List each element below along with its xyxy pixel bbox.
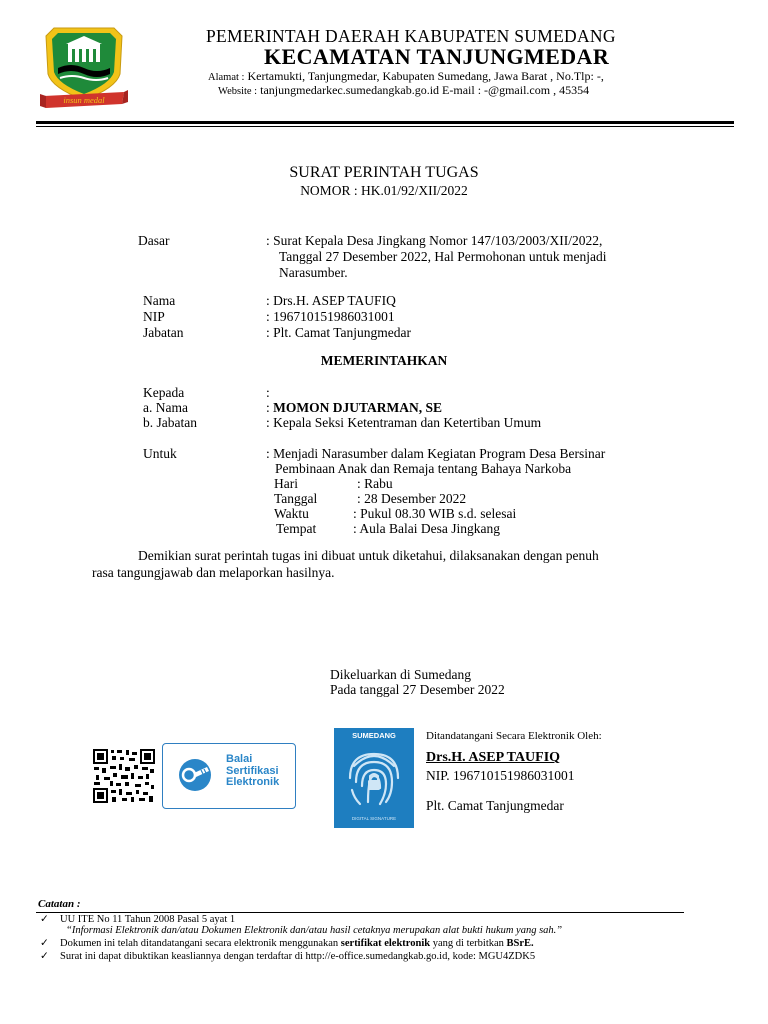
- waktu-value: : Pukul 08.30 WIB s.d. selesai: [353, 506, 517, 521]
- header-address: [208, 69, 604, 84]
- closing-line1: Demikian surat perintah tugas ini dibuat untuk diketahui, dilaksanakan dengan penuh: [138, 548, 599, 563]
- note3-text: Surat ini dapat dibuktikan keasliannya dengan terdaftar di http://e-office.sumedangkab.go.id, kode: MGU4ZDK5: [60, 951, 536, 962]
- website-value: tanjungmedarkec.sumedangkab.go.id E-mail : -@gmail.com , 45354: [260, 83, 590, 97]
- signatory-name: Drs.H. ASEP TAUFIQ: [426, 750, 561, 765]
- dasar-line2: Tanggal 27 Desember 2022, Hal Permohonan untuk menjadi: [279, 249, 607, 264]
- footer-note-2: [40, 937, 534, 949]
- issuer-name-label: Nama: [143, 293, 176, 308]
- header-government: PEMERINTAH DAERAH KABUPATEN SUMEDANG: [206, 26, 616, 46]
- recipient-position-label: b. Jabatan: [143, 415, 197, 430]
- note2-text-bold: sertifikat elektronik: [340, 938, 431, 949]
- tanggal-label: Tanggal: [274, 491, 318, 506]
- bsre-line1: Balai: [226, 753, 253, 765]
- address-label: Alamat :: [208, 72, 245, 83]
- sumedang-regency-logo: [38, 22, 130, 112]
- waktu-label: Waktu: [274, 506, 309, 521]
- footer-note-1: [40, 913, 235, 925]
- checkmark-icon: ✓: [40, 914, 49, 925]
- note2-text-bsre: BSrE.: [506, 938, 534, 949]
- note1-text: UU ITE No 11 Tahun 2008 Pasal 5 ayat 1: [60, 914, 236, 925]
- document-title: SURAT PERINTAH TUGAS: [289, 164, 479, 181]
- recipient-position: : Kepala Seksi Ketentraman dan Ketertiban Umum: [266, 415, 542, 430]
- issued-place: Dikeluarkan di Sumedang: [330, 667, 471, 682]
- address-value: Kertamukti, Tanjungmedar, Kabupaten Sumedang, Jawa Barat , No.Tlp: -,: [247, 69, 604, 83]
- recipient-name-colon: :: [266, 400, 274, 415]
- issuer-position: : Plt. Camat Tanjungmedar: [266, 325, 412, 340]
- logo-ribbon-text: insun medal: [63, 95, 105, 105]
- issuer-nip-label: NIP: [143, 309, 165, 324]
- dasar-label: Dasar: [138, 233, 170, 248]
- footer-note-1-quote: “Informasi Elektronik dan/atau Dokumen Elektronik dan/atau hasil cetaknya merupakan alat bukti hukum yang sah.”: [66, 925, 563, 936]
- checkmark-icon: ✓: [40, 951, 49, 962]
- signatory-nip: NIP. 196710151986031001: [426, 768, 575, 783]
- tempat-value: : Aula Balai Desa Jingkang: [353, 521, 500, 536]
- note2-text-pre: Dokumen ini telah ditandatangani secara elektronik menggunakan: [60, 938, 341, 949]
- recipient-name: MOMON DJUTARMAN, SE: [273, 400, 443, 415]
- bsre-emblem-icon: [173, 758, 217, 792]
- recipient-name-label: a. Nama: [143, 400, 188, 415]
- signed-by-label: Ditandatangani Secara Elektronik Oleh:: [426, 730, 602, 742]
- tempat-label: Tempat: [276, 521, 317, 536]
- bsre-text: [226, 754, 279, 789]
- recipient-kepada-colon: :: [266, 385, 270, 400]
- catatan-label: Catatan :: [38, 898, 81, 910]
- header-contact: [218, 83, 589, 98]
- header-rule-thin: [36, 126, 734, 127]
- bsre-line2: Sertifikasi: [226, 764, 279, 777]
- issued-date: Pada tanggal 27 Desember 2022: [330, 682, 505, 697]
- issuer-position-label: Jabatan: [143, 325, 184, 340]
- website-label: Website :: [218, 86, 258, 97]
- note2-text-mid: yang di terbitkan: [430, 938, 507, 949]
- issuer-name: : Drs.H. ASEP TAUFIQ: [266, 293, 396, 308]
- untuk-line1: : Menjadi Narasumber dalam Kegiatan Program Desa Bersinar: [266, 446, 606, 461]
- bsre-logo: [162, 743, 296, 809]
- hari-value: : Rabu: [357, 476, 393, 491]
- order-heading: MEMERINTAHKAN: [320, 353, 448, 368]
- digital-signature-stamp: [334, 728, 414, 828]
- fingerprint-icon: [344, 746, 404, 812]
- qr-code: [92, 748, 156, 804]
- closing-line2: rasa tangungjawab dan melaporkan hasilnya.: [92, 565, 335, 580]
- dasar-line3: Narasumber.: [279, 265, 348, 280]
- recipient-name-row: [266, 400, 442, 416]
- untuk-label: Untuk: [143, 446, 177, 461]
- header-rule-thick: [36, 121, 734, 124]
- signatory-position: Plt. Camat Tanjungmedar: [426, 798, 564, 813]
- stamp-top-text: SUMEDANG: [352, 731, 396, 740]
- header-district: KECAMATAN TANJUNGMEDAR: [264, 44, 610, 69]
- recipient-kepada-label: Kepada: [143, 385, 185, 400]
- checkmark-icon: ✓: [40, 938, 49, 949]
- footer-note-3: [40, 950, 535, 962]
- dasar-line1: : Surat Kepala Desa Jingkang Nomor 147/103/2003/XII/2022,: [266, 233, 603, 248]
- stamp-bottom-text: DIGITAL SIGNATURE: [351, 816, 397, 821]
- document-number: NOMOR : HK.01/92/XII/2022: [300, 183, 468, 198]
- tanggal-value: : 28 Desember 2022: [357, 491, 467, 506]
- untuk-line2: Pembinaan Anak dan Remaja tentang Bahaya Narkoba: [275, 461, 572, 476]
- bsre-line3: Elektronik: [226, 776, 280, 788]
- issuer-nip: : 196710151986031001: [266, 309, 395, 324]
- hari-label: Hari: [274, 476, 298, 491]
